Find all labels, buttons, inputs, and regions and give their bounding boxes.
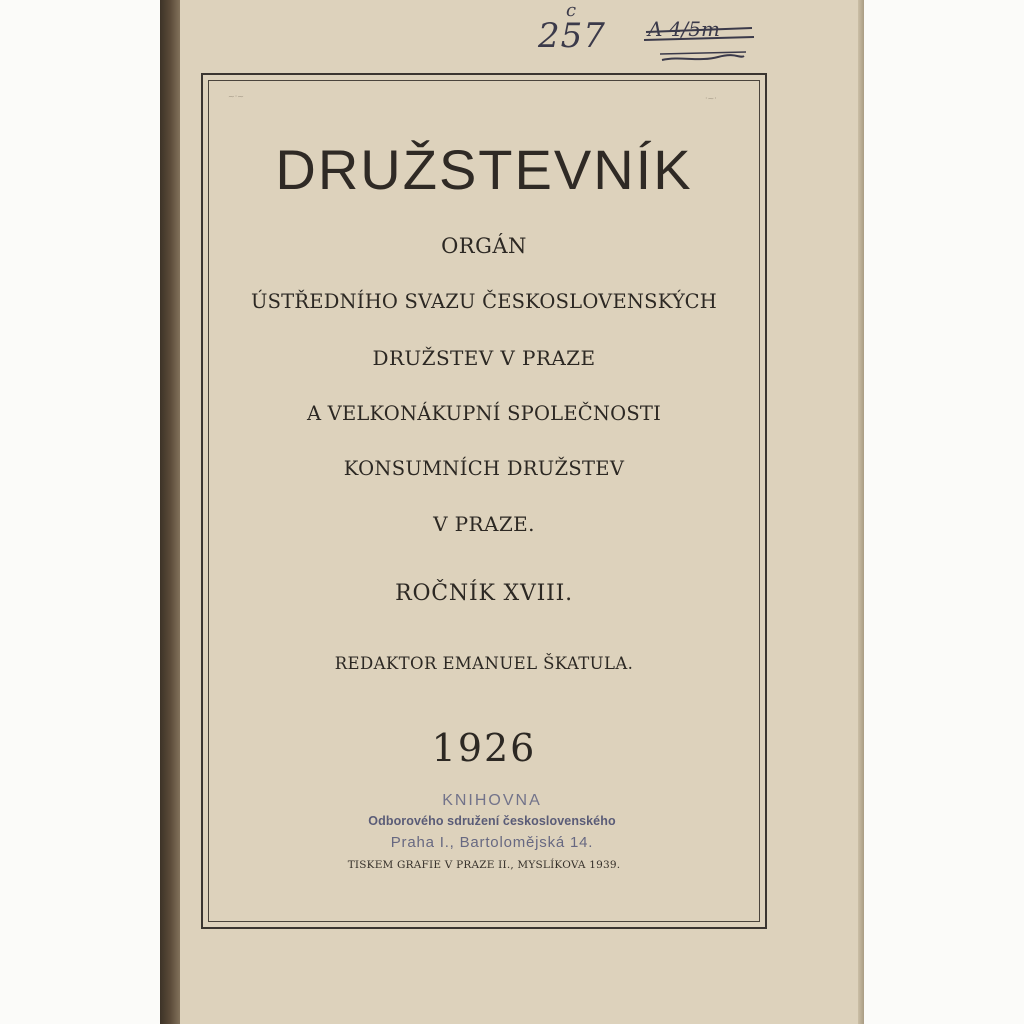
- printer-imprint: TISKEM GRAFIE V PRAZE II., MYSLÍKOVA 1939.: [347, 859, 621, 871]
- page-title: DRUŽSTEVNÍK: [275, 138, 693, 201]
- library-stamp-address: Praha I., Bartolomějská 14.: [390, 834, 594, 851]
- subtitle-line-3: DRUŽSTEV V PRAZE: [372, 346, 596, 370]
- subtitle-line-1: ORGÁN: [441, 234, 527, 258]
- page-right-edge: [858, 0, 864, 1024]
- handwritten-shelfmark-prefix: c: [566, 0, 577, 21]
- subtitle-line-5: KONSUMNÍCH DRUŽSTEV: [343, 457, 625, 480]
- pencil-mark: ~·~: [228, 92, 244, 101]
- subtitle-line-2: ÚSTŘEDNÍHO SVAZU ČESKOSLOVENSKÝCH: [250, 290, 718, 313]
- library-stamp-owner: Odborového sdružení československého: [368, 814, 616, 828]
- handwritten-shelfmark: 257: [538, 16, 606, 56]
- pencil-mark: ·~·: [705, 94, 717, 103]
- subtitle-line-4: A VELKONÁKUPNÍ SPOLEČNOSTI: [306, 402, 661, 425]
- book-binding-edge: [160, 0, 182, 1024]
- editor-label: REDAKTOR EMANUEL ŠKATULA.: [334, 654, 634, 673]
- crossed-out-note-text: A 4/5m: [648, 17, 720, 41]
- subtitle-line-6: V PRAZE.: [433, 512, 535, 536]
- volume-label: ROČNÍK XVIII.: [395, 581, 573, 606]
- library-stamp-title: KNIHOVNA: [442, 792, 542, 809]
- publication-year: 1926: [431, 726, 537, 770]
- crossed-out-note: [640, 10, 758, 68]
